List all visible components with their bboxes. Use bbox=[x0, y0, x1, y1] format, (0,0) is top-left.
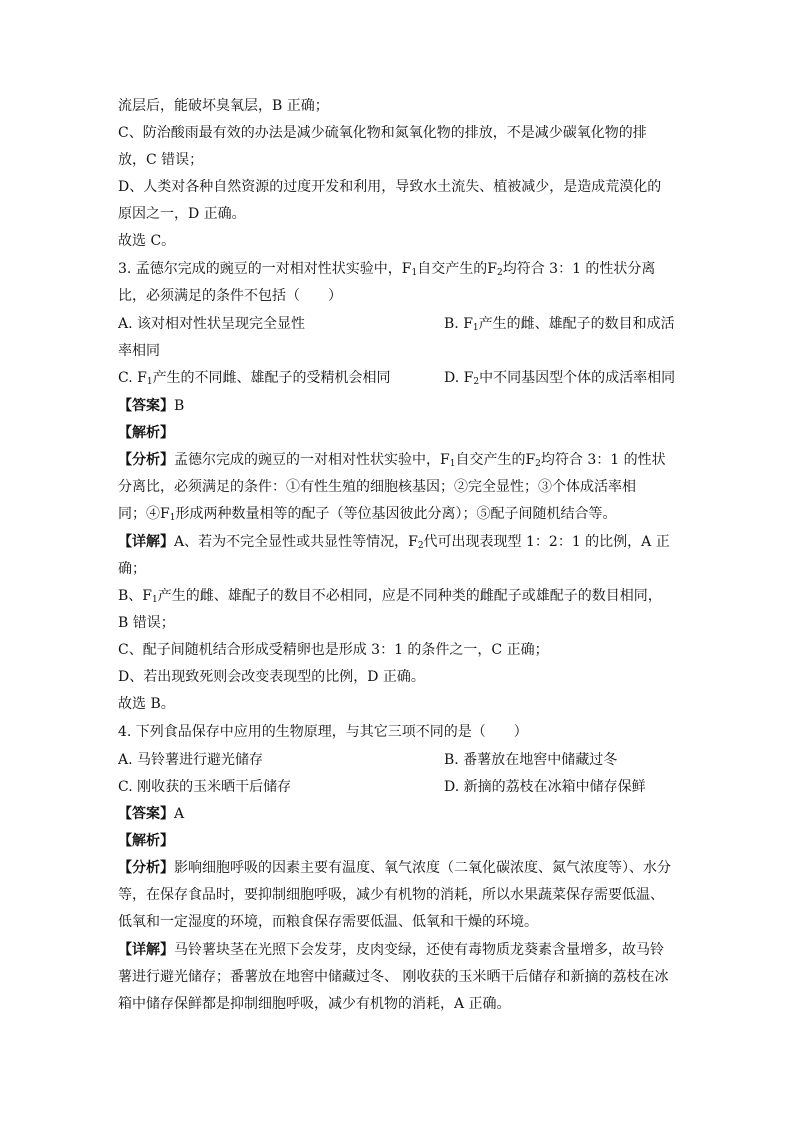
option-a: A. 马铃薯进行避光储存 bbox=[118, 752, 264, 768]
text-line: 低氧和一定湿度的环境，而粮食保存需要低温、低氧和干燥的环境。 bbox=[118, 914, 538, 930]
answer-tag: 【答案】 bbox=[118, 398, 174, 414]
option-a: A. 该对相对性状呈现完全显性 bbox=[118, 316, 306, 332]
text-line: 分离比，必须满足的条件：①有性生殖的细胞核基因；②完全显性；③个体成活率相 bbox=[118, 479, 636, 495]
text-line: 故选 C。 bbox=[118, 233, 176, 249]
text-line: 原因之一，D 正确。 bbox=[118, 206, 246, 222]
analysis-xiangjie: 【详解】A、若为不完全显性或共显性等情况，$F_2$代可出现表现型 1：2：1 的比例，A 正 bbox=[118, 534, 670, 551]
text-line: 箱中储存保鲜都是抑制细胞呼吸，减少有机物的消耗，A 正确。 bbox=[118, 996, 511, 1012]
analysis-fenxi: 【分析】孟德尔完成的豌豆的一对相对性状实验中，$F_1$自交产生的$F_2$均符合 3：1 的性状 bbox=[118, 452, 666, 469]
analysis-fenxi: 【分析】影响细胞呼吸的因素主要有温度、氧气浓度（二氧化碳浓度、氮气浓度等）、水分 bbox=[118, 860, 671, 876]
option-c: C. $F_1$产生的不同雌、雄配子的受精机会相同 bbox=[118, 370, 391, 387]
conclusion-line: 故选 B。 bbox=[118, 696, 175, 712]
text-line: 等，在保存食品时，要抑制细胞呼吸，减少有机物的消耗，所以水果蔬菜保存需要低温、 bbox=[118, 887, 664, 903]
text-line: 流层后，能破坏臭氧层，B 正确； bbox=[118, 98, 329, 114]
text-line: D、若出现致死则会改变表现型的比例，D 正确。 bbox=[118, 669, 425, 685]
option-b: B. $F_1$产生的雌、雄配子的数目和成活 bbox=[444, 316, 675, 333]
question-4-stem: 4. 下列食品保存中应用的生物原理，与其它三项不同的是（ ） bbox=[118, 724, 528, 740]
text-line: 薯进行避光储存；番薯放在地窖中储藏过冬、 刚收获的玉米晒干后储存和新摘的荔枝在冰 bbox=[118, 969, 669, 985]
answer-value: A bbox=[174, 806, 185, 822]
text-line: C、防治酸雨最有效的办法是减少硫氧化物和氮氧化物的排放，不是减少碳氧化物的排 bbox=[118, 125, 647, 141]
question-3-stem: 3. 孟德尔完成的豌豆的一对相对性状实验中，$F_1$自交产生的$F_2$均符合 3：1 的性状分离 bbox=[118, 261, 656, 278]
answer-tag: 【答案】 bbox=[118, 806, 174, 822]
option-d: D. $F_2$中不同基因型个体的成活率相同 bbox=[444, 370, 676, 387]
text-line: C、配子间随机结合形成受精卵也是形成 3：1 的条件之一，C 正确； bbox=[118, 642, 549, 658]
option-b: B. 番薯放在地窖中储藏过冬 bbox=[444, 752, 618, 768]
text-line: B 错误； bbox=[118, 615, 175, 631]
text-line: 同；$④F_1$形成两种数量相等的配子（等位基因彼此分离）；⑤配子间随机结合等。 bbox=[118, 506, 617, 523]
analysis-tag: 【解析】 bbox=[118, 833, 174, 849]
option-b-line2: 率相同 bbox=[118, 343, 160, 359]
analysis-tag: 【解析】 bbox=[118, 425, 174, 441]
answer-line bbox=[118, 397, 184, 415]
text-line: B、$F_1$产生的雌、雄配子的数目不必相同，应是不同种类的雌配子或雄配子的数目相同， bbox=[118, 588, 662, 605]
option-c: C. 刚收获的玉米晒干后储存 bbox=[118, 779, 292, 795]
answer-line bbox=[118, 805, 184, 823]
text-line: D、人类对各种自然资源的过度开发和利用，导致水土流失、植被减少，是造成荒漠化的 bbox=[118, 179, 662, 195]
text-line: 确； bbox=[118, 561, 146, 577]
answer-value: B bbox=[174, 398, 185, 414]
question-3-stem-line2: 比，必须满足的条件不包括（ ） bbox=[118, 288, 342, 304]
analysis-xiangjie: 【详解】马铃薯块茎在光照下会发芽，皮肉变绿，还使有毒物质龙葵素含量增多，故马铃 bbox=[118, 942, 664, 958]
text-line: 放，C 错误； bbox=[118, 152, 204, 168]
option-d: D. 新摘的荔枝在冰箱中储存保鲜 bbox=[444, 779, 646, 795]
